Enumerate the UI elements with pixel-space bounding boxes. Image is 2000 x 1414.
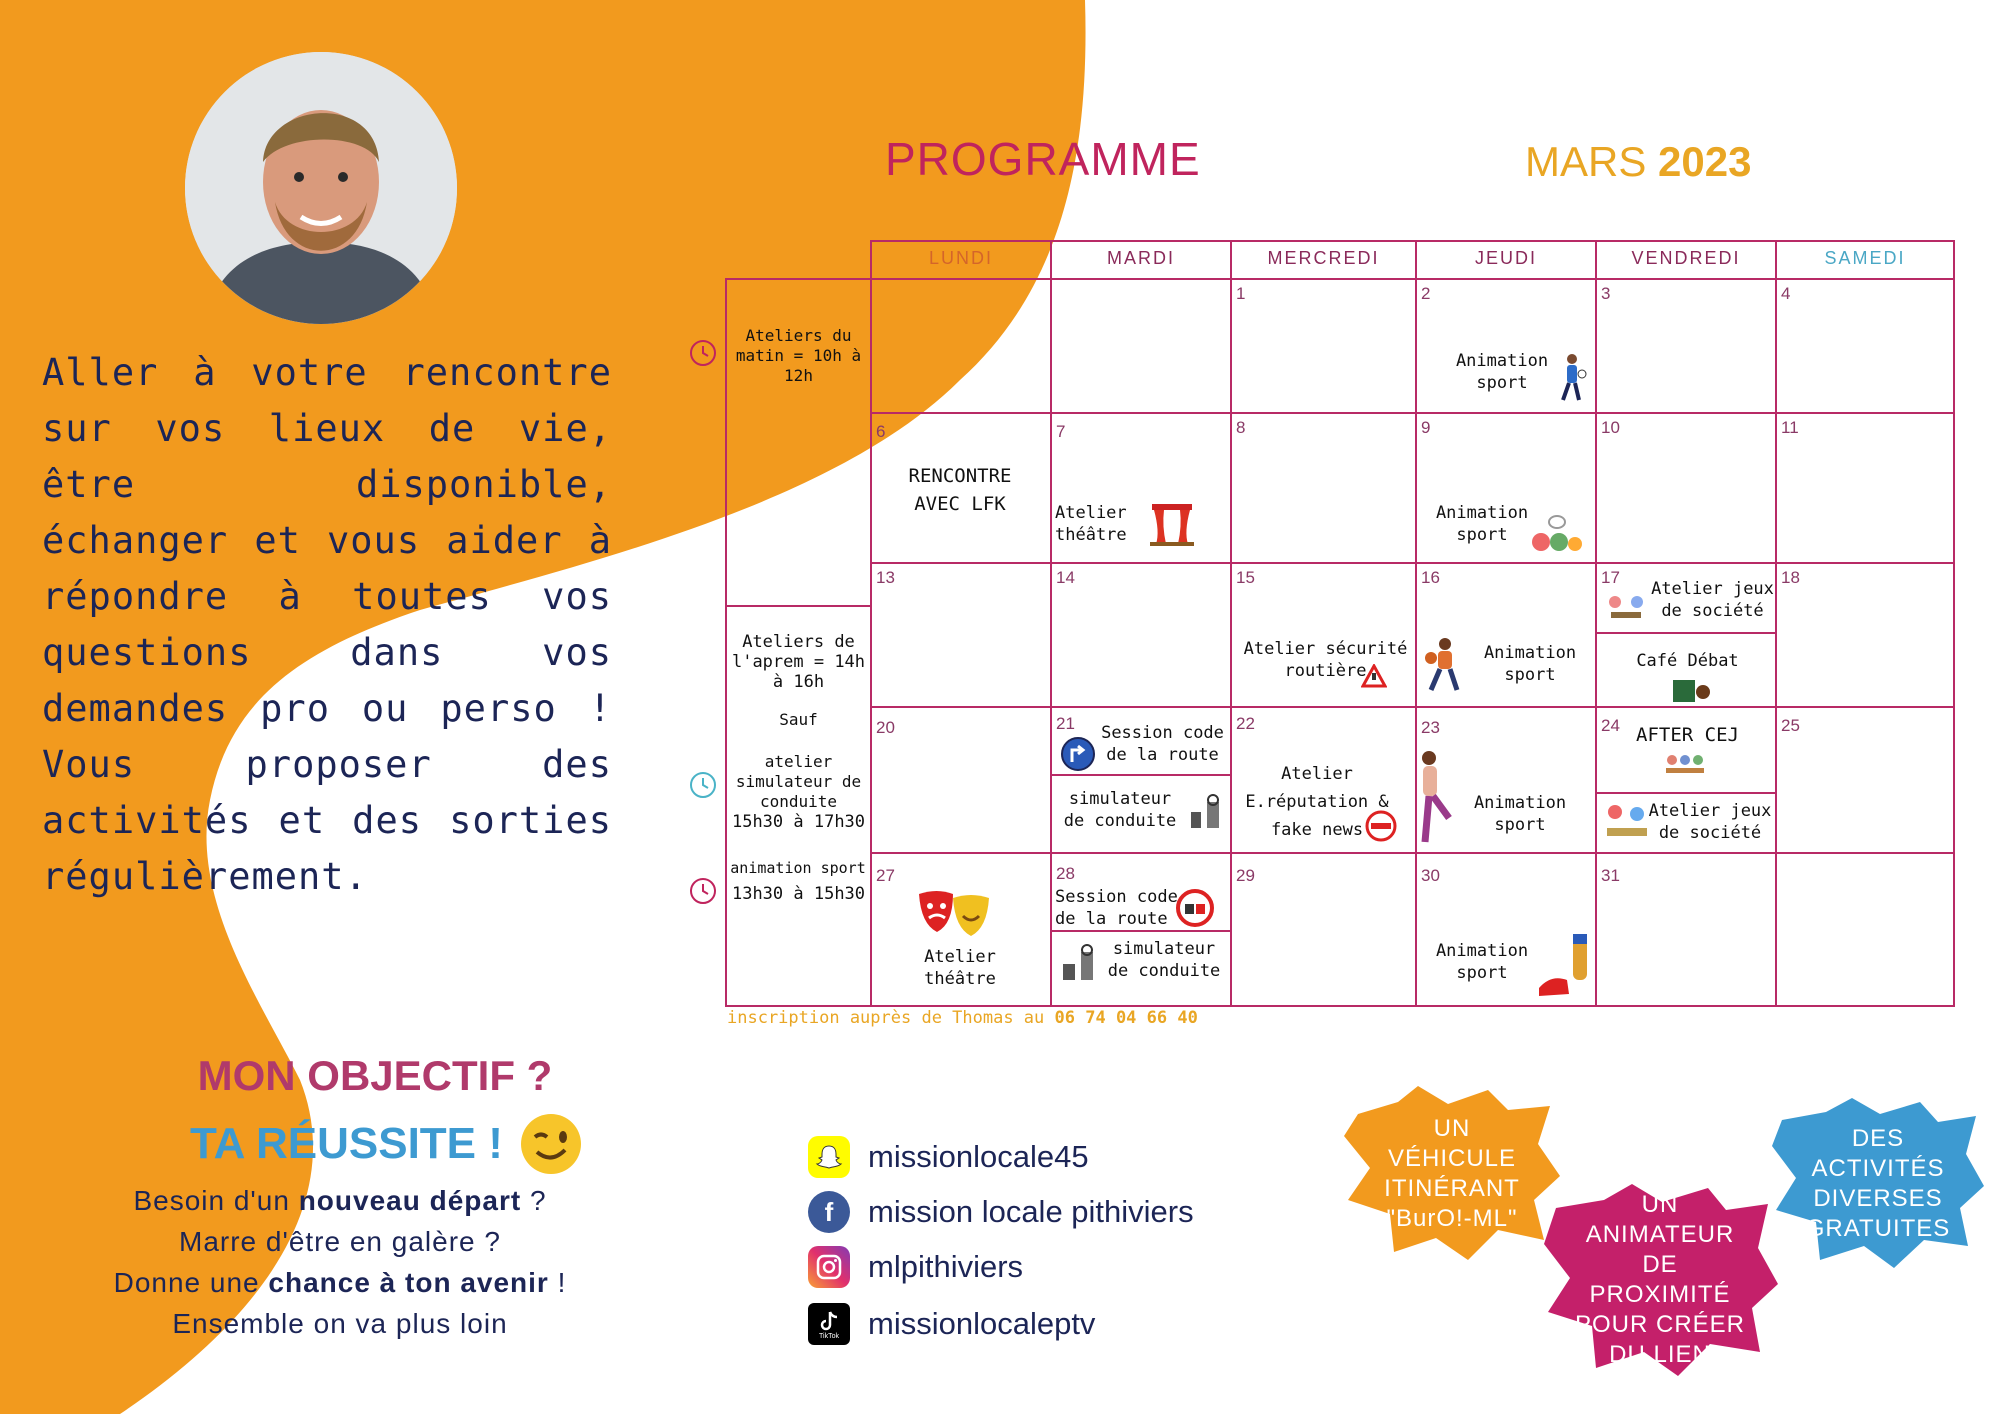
day-header-lundi: LUNDI	[928, 248, 993, 268]
day-number: 13	[876, 568, 895, 587]
success-title-text: TA RÉUSSITE !	[190, 1119, 503, 1168]
event-animation-sport: Animation sport	[1435, 503, 1529, 545]
event-simulateur-conduite: simulateur de conduite	[1107, 939, 1221, 981]
event-atelier-ereputation: Atelier E.réputation & fake news	[1245, 764, 1389, 840]
event-session-code-route: Session code de la route	[1055, 887, 1178, 929]
animator-badge	[1540, 1180, 1780, 1380]
programme-title: PROGRAMME	[885, 133, 1201, 185]
sports-equipment-icon	[1527, 512, 1589, 552]
day-number: 4	[1781, 284, 1791, 303]
event-atelier-theatre: Atelier théâtre	[1055, 503, 1127, 545]
sport-time: 13h30 à 15h30	[731, 884, 866, 904]
day-number: 6	[876, 422, 886, 441]
calendar-grid	[725, 240, 1955, 1010]
event-rencontre-lfk: RENCONTRE AVEC LFK	[908, 465, 1012, 515]
day-number: 31	[1601, 866, 1620, 885]
success-title	[190, 1112, 630, 1176]
simulator-time: 15h30 à 17h30	[731, 812, 866, 832]
intro-text: Aller à votre rencontre sur vos lieux de vie, être disponible, échanger et vous aider à répondre à toutes vos questions dans vos demandes pro ou perso ! Vous proposer des activités et des sorties régulièrement.	[42, 351, 612, 898]
except-label: Sauf	[779, 710, 818, 729]
day-number: 11	[1781, 418, 1799, 437]
day-number: 30	[1421, 866, 1440, 885]
clock-icon	[688, 770, 718, 800]
social-tiktok[interactable]	[808, 1303, 1095, 1345]
avatar	[185, 52, 457, 324]
day-number: 3	[1601, 284, 1611, 303]
social-handle: missionlocale45	[868, 1139, 1089, 1174]
month-title: MARS 2023	[1525, 138, 1752, 185]
vehicle-badge-text: UN VÉHICULE ITINÉRANT "BurO!-ML"	[1384, 1115, 1520, 1232]
day-number: 23	[1421, 718, 1440, 737]
day-number: 29	[1236, 866, 1255, 885]
theatre-curtain-icon	[1150, 502, 1194, 546]
warning-sign-icon	[1361, 664, 1387, 688]
day-number: 9	[1421, 418, 1431, 437]
day-number: 14	[1056, 568, 1075, 587]
no-overtaking-sign-icon	[1175, 888, 1215, 928]
day-number: 18	[1781, 568, 1800, 587]
motivation-line: Ensemble on va plus loin	[172, 1308, 508, 1339]
wink-emoji-icon	[519, 1112, 583, 1176]
event-simulateur-conduite: simulateur de conduite	[1063, 789, 1177, 831]
event-after-cej: AFTER CEJ	[1636, 724, 1739, 746]
tiktok-icon	[808, 1303, 850, 1345]
activities-badge-text: DES ACTIVITÉS DIVERSES GRATUITES	[1805, 1125, 1951, 1242]
day-number: 1	[1236, 284, 1246, 303]
snapchat-icon	[808, 1136, 850, 1178]
event-animation-sport: Animation sport	[1455, 351, 1549, 393]
event-atelier-jeux-societe: Atelier jeux de société	[1648, 801, 1772, 843]
driving-simulator-icon	[1057, 942, 1101, 984]
event-atelier-jeux-societe: Atelier jeux de société	[1651, 579, 1774, 621]
afternoon-hours: Ateliers de l'aprem = 14h à 16h	[731, 632, 866, 692]
basketball-player-icon	[1423, 636, 1467, 694]
table-people-icon	[1660, 752, 1710, 782]
activities-badge	[1768, 1094, 1988, 1274]
day-number: 7	[1056, 422, 1066, 441]
registration-note: inscription auprès de Thomas au 06 74 04 66 40	[727, 1008, 1198, 1028]
event-animation-sport: Animation sport	[1435, 941, 1529, 983]
event-session-code-route: Session code de la route	[1101, 723, 1224, 765]
social-handle: missionlocaleptv	[868, 1306, 1096, 1341]
day-header-mardi: MARDI	[1107, 248, 1175, 268]
social-handle: mlpithiviers	[868, 1249, 1024, 1284]
driving-simulator-icon	[1185, 792, 1225, 832]
instagram-icon	[808, 1246, 850, 1288]
day-number: 22	[1236, 714, 1255, 733]
runner-stretching-icon	[1415, 748, 1455, 848]
day-number: 20	[876, 718, 895, 737]
motivation-line: Donne une chance à ton avenir !	[113, 1267, 567, 1298]
event-cafe-debat: Café Débat	[1636, 651, 1739, 671]
tiktok-label: TikTok	[819, 1332, 839, 1340]
event-animation-sport: Animation sport	[1473, 793, 1567, 835]
motivation-line: Marre d'être en galère ?	[179, 1226, 501, 1257]
day-header-mercredi: MERCREDI	[1267, 248, 1380, 268]
social-instagram[interactable]	[808, 1246, 1023, 1288]
day-number: 25	[1781, 716, 1800, 735]
theatre-masks-icon	[915, 886, 993, 942]
day-number: 16	[1421, 568, 1440, 587]
coffee-book-icon	[1669, 674, 1711, 704]
fake-news-stamp-icon	[1365, 810, 1397, 842]
day-number: 15	[1236, 568, 1255, 587]
day-header-vendredi: VENDREDI	[1631, 248, 1741, 268]
social-snapchat[interactable]	[808, 1136, 1089, 1178]
animator-badge-text: UN ANIMATEUR DE PROXIMITÉ POUR CRÉER DU LIEN	[1574, 1191, 1746, 1368]
day-number: 2	[1421, 284, 1431, 303]
day-number: 24	[1601, 716, 1620, 735]
objective-title: MON OBJECTIF ?	[197, 1052, 553, 1099]
day-number: 17	[1601, 568, 1620, 587]
day-number: 10	[1601, 418, 1620, 437]
facebook-icon: f	[808, 1191, 850, 1233]
social-handle: mission locale pithiviers	[868, 1194, 1194, 1229]
clock-icon	[688, 338, 718, 368]
board-game-icon	[1603, 590, 1649, 630]
social-facebook[interactable]	[808, 1191, 1194, 1233]
day-header-samedi: SAMEDI	[1824, 248, 1906, 268]
day-number: 27	[876, 866, 895, 885]
day-number: 28	[1056, 864, 1075, 883]
football-player-icon	[1557, 352, 1587, 404]
day-number: 21	[1056, 714, 1075, 733]
sport-bottle-shoes-icon	[1537, 930, 1593, 1000]
sport-label: animation sport	[730, 859, 866, 877]
event-animation-sport: Animation sport	[1483, 643, 1577, 685]
vehicle-badge	[1338, 1080, 1566, 1268]
road-sign-icon	[1060, 736, 1096, 772]
day-number: 8	[1236, 418, 1246, 437]
clock-icon	[688, 876, 718, 906]
motivation-text	[50, 1180, 630, 1344]
motivation-line: Besoin d'un nouveau départ ?	[133, 1185, 547, 1216]
event-atelier-securite-routiere: Atelier sécurité routière	[1243, 639, 1408, 681]
event-atelier-theatre: Atelier théâtre	[924, 947, 996, 989]
simulator-label: atelier simulateur de conduite	[735, 752, 862, 811]
day-header-jeudi: JEUDI	[1474, 248, 1537, 268]
morning-hours: Ateliers du matin = 10h à 12h	[735, 326, 862, 385]
